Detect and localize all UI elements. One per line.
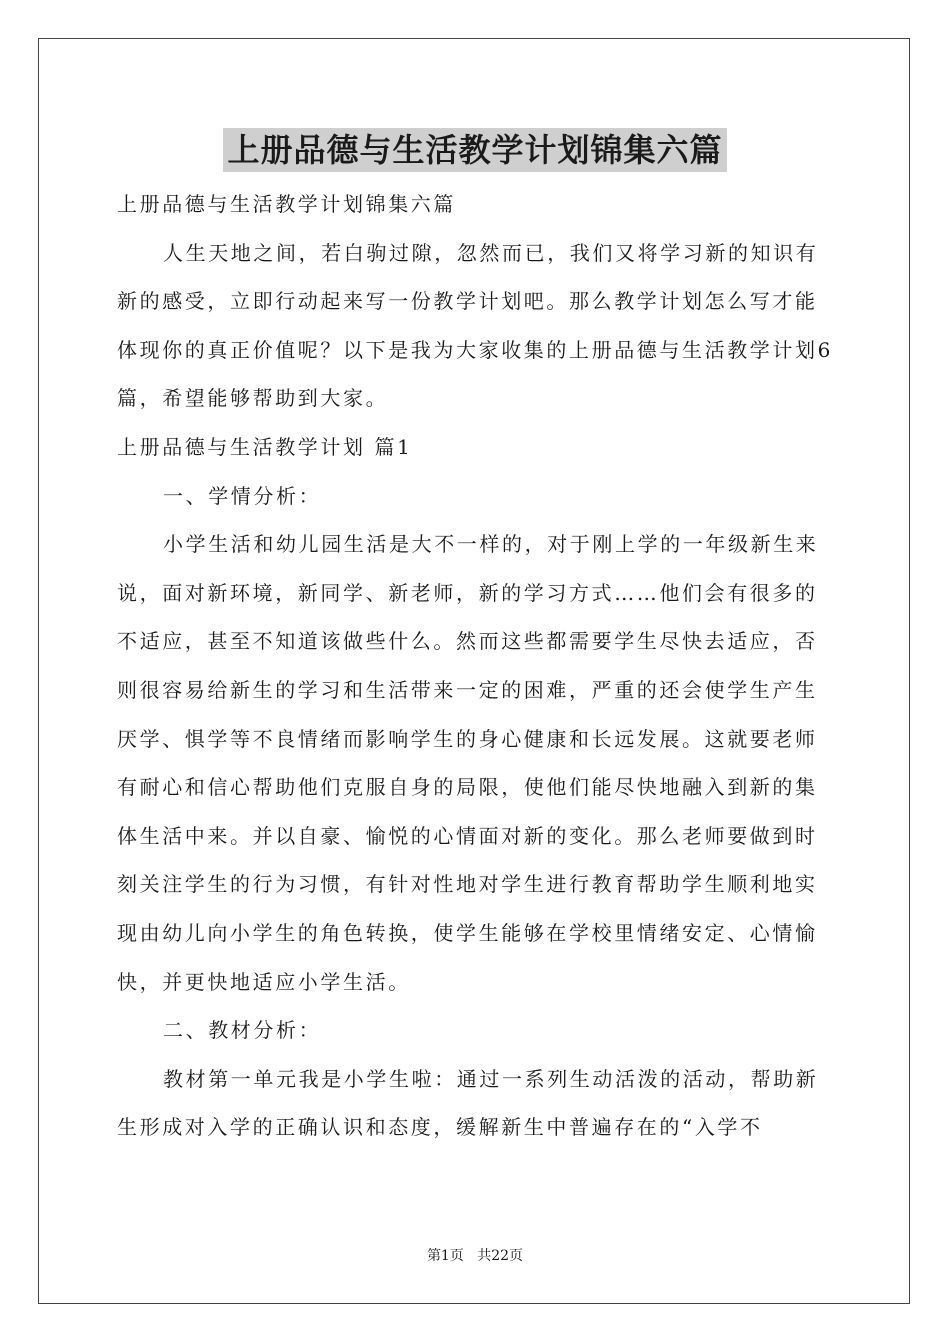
paragraph-textbook-analysis: 教材第一单元我是小学生啦：通过一系列生动活泼的活动，帮助新生形成对入学的正确认识和态度，缓解新生中普遍存在的“入学不 [117, 1066, 819, 1140]
page-number: 第1页 [426, 1248, 464, 1264]
paragraph-subtitle: 上册品德与生活教学计划锦集六篇 [117, 192, 456, 216]
document-body [117, 180, 833, 1152]
page-total: 共22页 [477, 1248, 524, 1264]
paragraph-student-analysis: 小学生活和幼儿园生活是大不一样的，对于刚上学的一年级新生来说，面对新环境，新同学、新老师，新的学习方式……他们会有很多的不适应，甚至不知道该做些什么。然而这些都需要学生尽快去适应，否则很容易给新生的学习和生活带来一定的困难，严重的还会使学生产生厌学、惧学等不良情绪而影响学生的身心健康和长远发展。这就要老师有耐心和信心帮助他们克服自身的局限，使他们能尽快地融入到新的集体生活中来。并以自豪、愉悦的心情面对新的变化。那么老师要做到时刻关注学生的行为习惯，有针对性地对学生进行教育帮助学生顺利地实现由幼儿向小学生的角色转换，使学生能够在学校里情绪安定、心情愉快，并更快地适应小学生活。 [117, 532, 819, 994]
heading-textbook-analysis: 二、教材分析： [163, 1018, 322, 1043]
title-container [0, 128, 950, 172]
section-heading-plan-1: 上册品德与生活教学计划 篇1 [117, 434, 413, 459]
paragraph-intro: 人生天地之间，若白驹过隙，忽然而已，我们又将学习新的知识有新的感受，立即行动起来写一份教学计划吧。那么教学计划怎么写才能体现你的真正价值呢？以下是我为大家收集的上册品德与生活教学计划6篇，希望能够帮助到大家。 [117, 240, 833, 411]
heading-student-analysis: 一、学情分析： [163, 483, 322, 508]
document-title: 上册品德与生活教学计划锦集六篇 [223, 128, 726, 172]
page-footer [0, 1246, 950, 1266]
